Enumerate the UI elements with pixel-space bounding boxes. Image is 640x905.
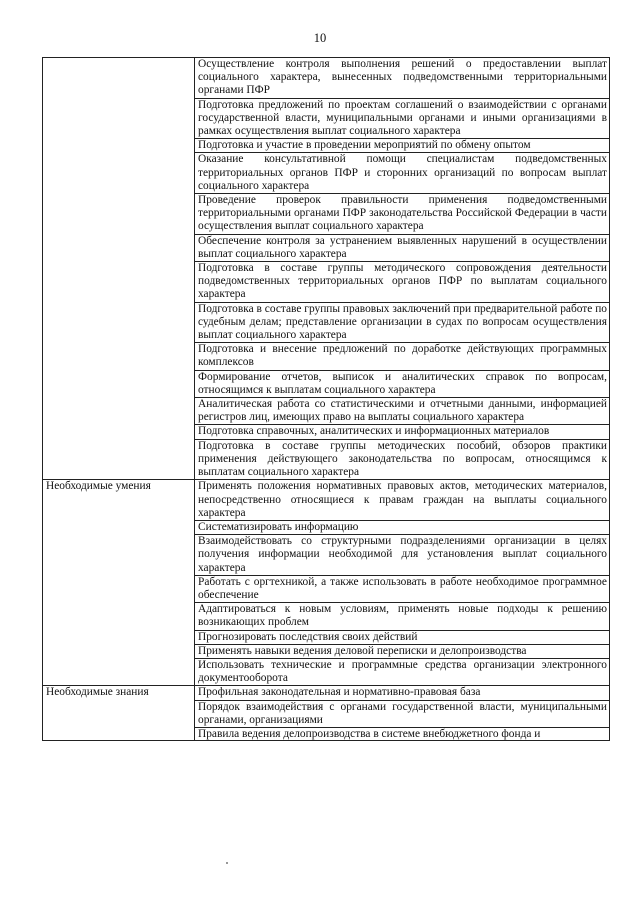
table-cell: Применять положения нормативных правовых актов, методических материалов, непосредственно относящиеся к правам граждан на выплаты социального характера: [195, 480, 610, 521]
table-cell: Подготовка и участие в проведении мероприятий по обмену опытом: [195, 139, 610, 153]
section-label-skills: Необходимые умения: [43, 480, 195, 686]
table-row: [43, 58, 610, 99]
table-cell: Аналитическая работа со статистическими и отчетными данными, информацией регистров лиц, имеющих право на выплаты социального характера: [195, 398, 610, 425]
table-cell: Порядок взаимодействия с органами государственной власти, муниципальными органами, организациями: [195, 700, 610, 727]
table-cell: Работать с оргтехникой, а также использовать в работе необходимое программное обеспечение: [195, 575, 610, 602]
table-cell: Подготовка и внесение предложений по доработке действующих программных комплексов: [195, 343, 610, 370]
table-cell: Взаимодействовать со структурными подразделениями организации в целях получения информации необходимой для установления выплат социального характера: [195, 535, 610, 576]
table-cell: Подготовка предложений по проектам соглашений о взаимодействии с органами государственной власти, муниципальными органами и иными организациями в рамках осуществления выплат социального характера: [195, 98, 610, 139]
table-cell: Систематизировать информацию: [195, 520, 610, 534]
table-cell: Подготовка в составе группы методического сопровождения деятельности подведомственных территориальных органов ПФР по выплатам социального характера: [195, 262, 610, 303]
table-cell: Подготовка в составе группы правовых заключений при предварительной работе по судебным делам; представление организации в судах по вопросам осуществления выплат социального характера: [195, 302, 610, 343]
table-cell: Обеспечение контроля за устранением выявленных нарушений в осуществлении выплат социального характера: [195, 234, 610, 261]
section-label-knowledge: Необходимые знания: [43, 686, 195, 741]
table-cell: Подготовка справочных, аналитических и информационных материалов: [195, 425, 610, 439]
page-number: 10: [313, 31, 327, 45]
table-cell: Формирование отчетов, выписок и аналитических справок по вопросам, относящимся к выплатам социального характера: [195, 370, 610, 397]
table-cell: Применять навыки ведения деловой переписки и делопроизводства: [195, 644, 610, 658]
duties-table: [42, 57, 610, 741]
table-row: [43, 686, 610, 700]
table-cell: Оказание консультативной помощи специалистам подведомственных территориальных органов ПФР и сторонних организаций по вопросам выплат социального характера: [195, 153, 610, 194]
scan-speck: [226, 862, 228, 864]
table-cell: [195, 727, 610, 740]
table-cell: Профильная законодательная и нормативно-правовая база: [195, 686, 610, 700]
table-cell: Осуществление контроля выполнения решений о предоставлении выплат социального характера, вынесенных подведомственными территориальными органами ПФР: [195, 58, 610, 99]
section-label: [43, 58, 195, 480]
table-cell: Адаптироваться к новым условиям, применять новые подходы к решению возникающих проблем: [195, 603, 610, 630]
table-cell: Прогнозировать последствия своих действий: [195, 630, 610, 644]
table-cell: Использовать технические и программные средства организации электронного документооборота: [195, 658, 610, 685]
table-cell: Подготовка в составе группы методических пособий, обзоров практики применения действующего законодательства по вопросам, относящимся к выплатам социального характера: [195, 439, 610, 480]
truncated-text: Правила ведения делопроизводства в системе внебюджетного фонда и: [198, 727, 541, 740]
table-cell: Проведение проверок правильности применения подведомственными территориальными органами ПФР законодательства Российской Федерации в части осуществления выплат социального характера: [195, 194, 610, 235]
table-row: [43, 480, 610, 521]
